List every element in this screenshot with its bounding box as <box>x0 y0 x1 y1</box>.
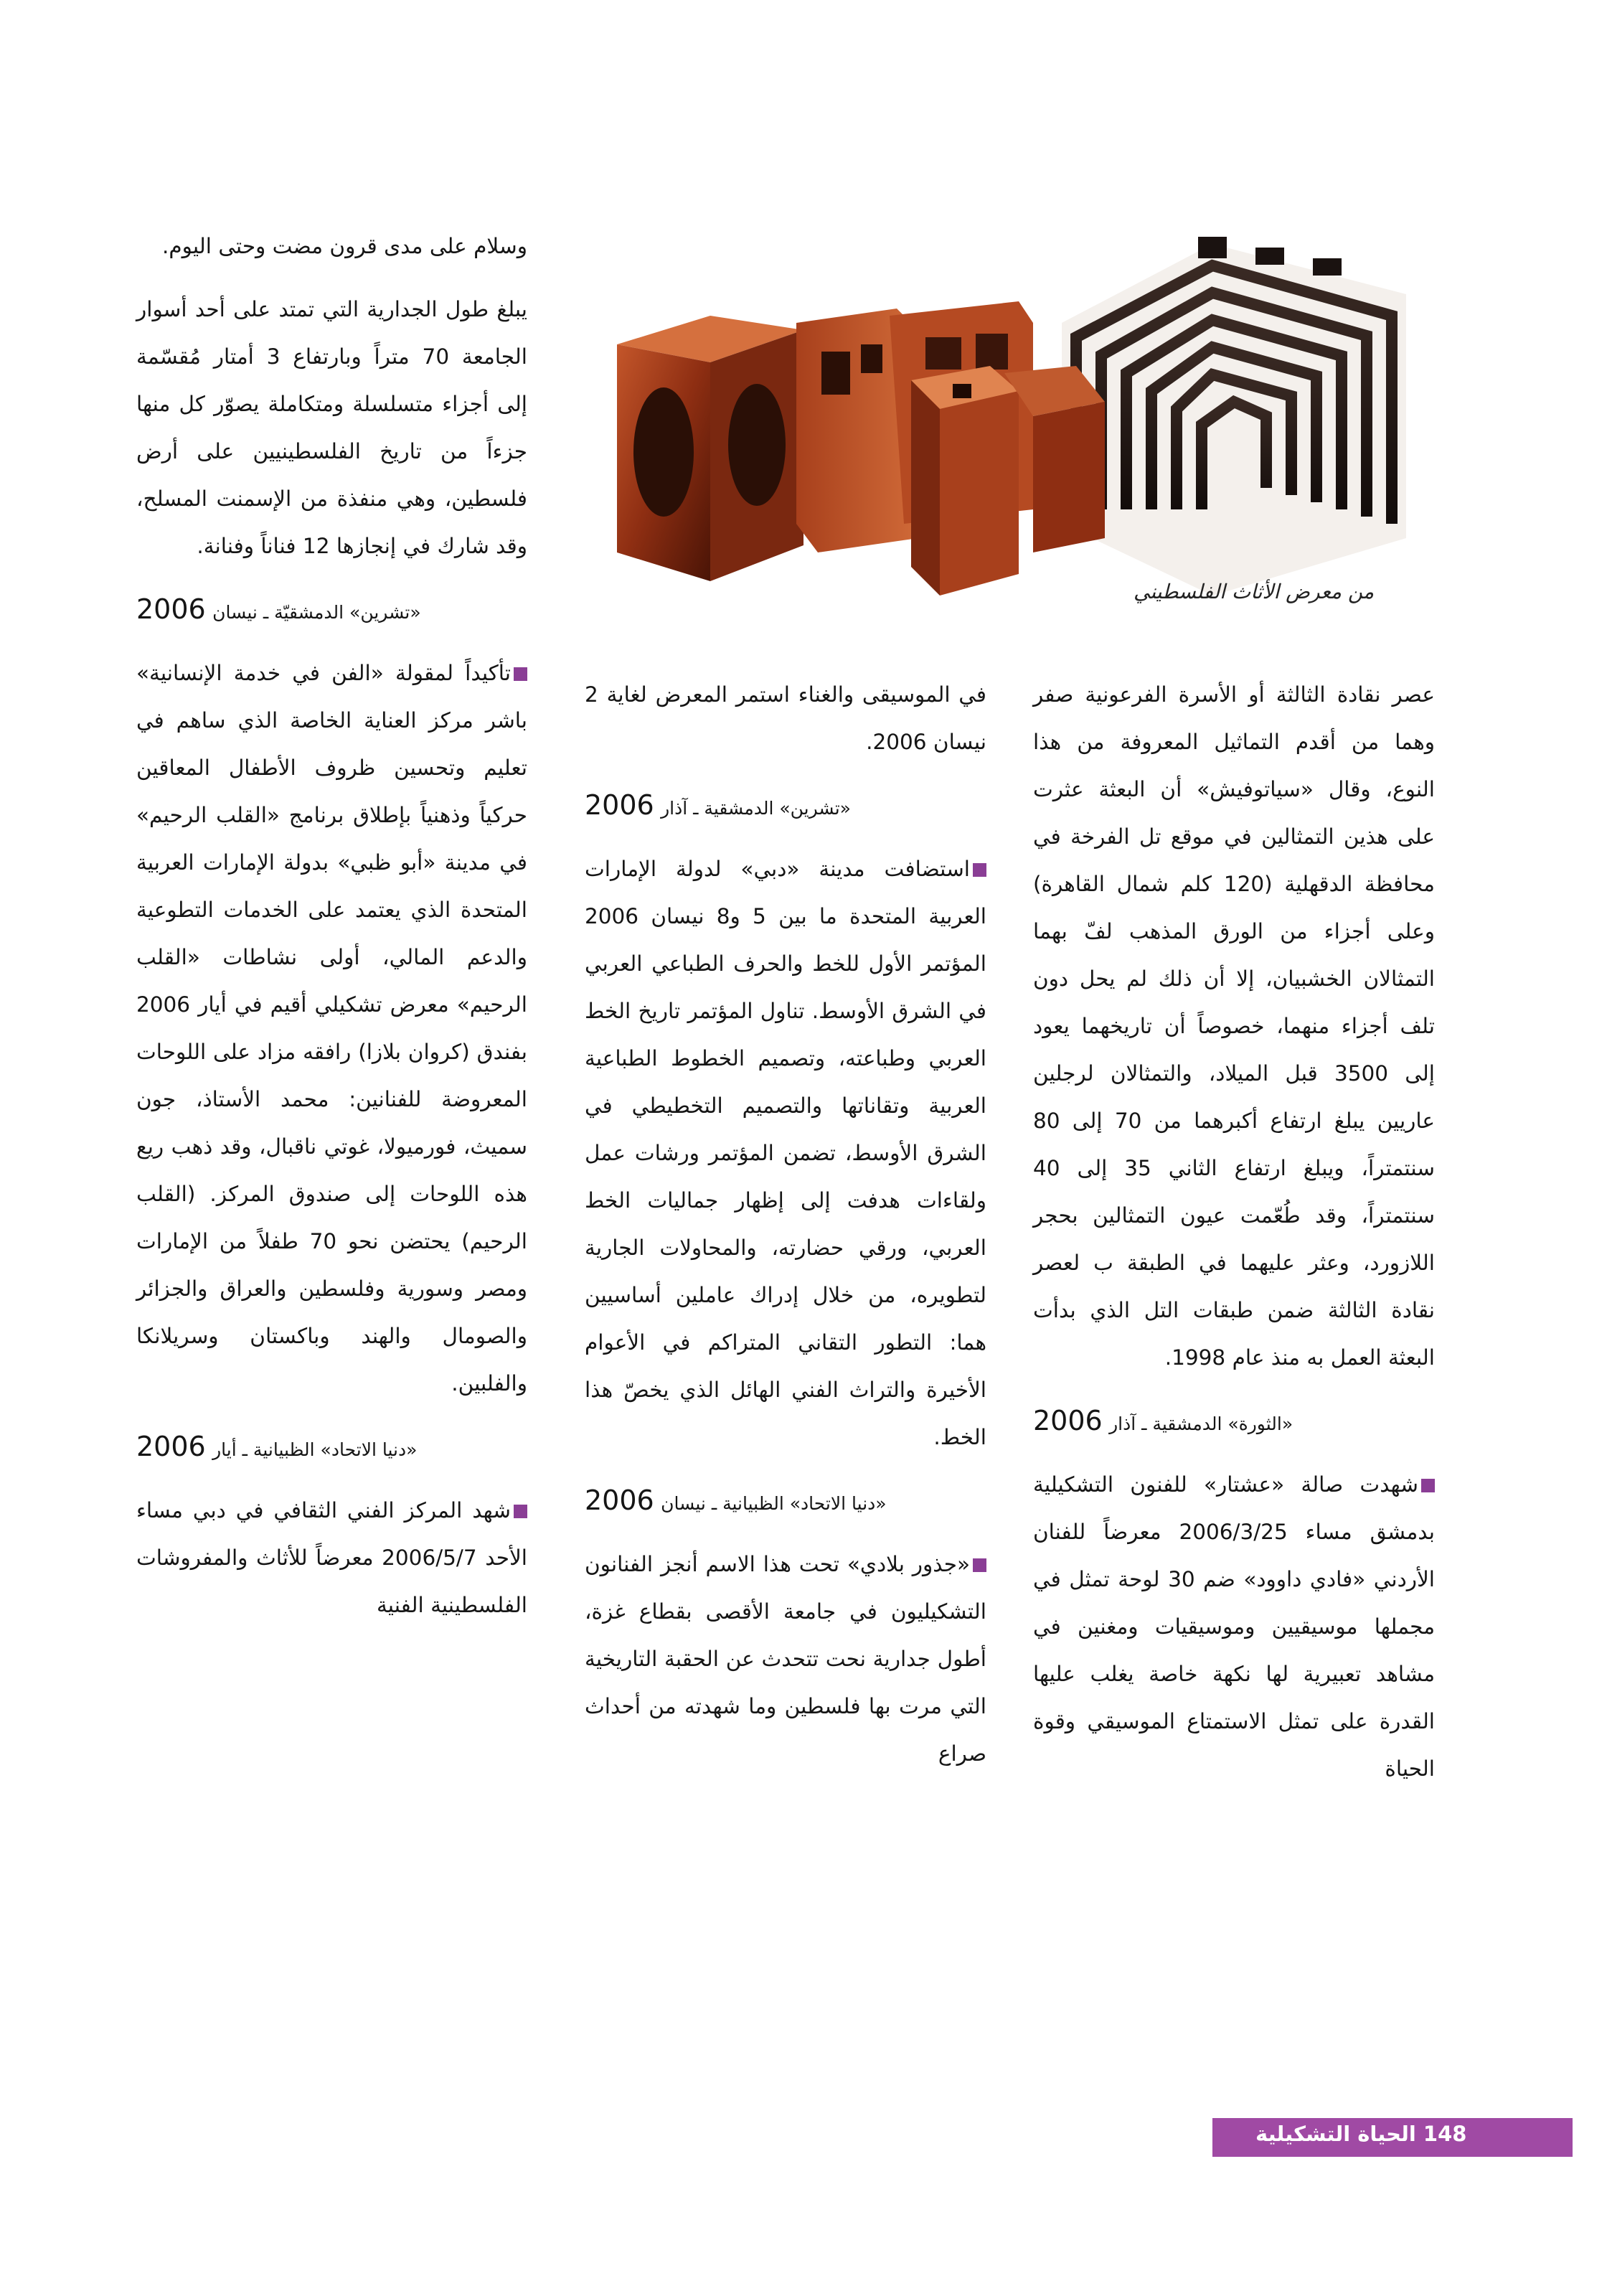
maze-sculpture <box>1062 237 1406 596</box>
source-year: 2006 <box>1033 1405 1103 1436</box>
source-year: 2006 <box>585 1485 654 1516</box>
left-column <box>136 222 527 1645</box>
source-citation <box>136 1423 527 1474</box>
bullet-square-icon <box>1421 1479 1435 1492</box>
carved-wood-blocks <box>796 301 1105 596</box>
source-year: 2006 <box>585 789 654 821</box>
page-number-label: 148 الحياة التشكيلية <box>1255 2122 1467 2146</box>
paragraph: في الموسيقى والغناء استمر المعرض لغاية 2 نيسان 2006. <box>585 682 986 754</box>
bullet-square-icon <box>973 1558 986 1572</box>
news-item <box>136 649 527 1407</box>
paragraph: يبلغ طول الجدارية التي تمتد على أحد أسوار الجامعة 70 متراً وبارتفاع 3 أمتار مُقسّمة إلى أجزاء متسلسلة ومتكاملة يصوّر كل منها جزءاً من تاريخ الفلسطينيين على أرض فلسطين، وهي منفذة من الإسمنت المسلح، وقد شارك في إنجازها 12 فناناً وفنانة. <box>136 297 527 558</box>
paragraph: تأكيداً لمقولة «الفن في خدمة الإنسانية» باشر مركز العناية الخاصة الذي ساهم في تعليم وتحسين ظروف الأطفال المعاقين حركياً وذهنياً بإطلاق برنامج «القلب الرحيم» في مدينة «أبو ظبي» بدولة الإمارات العربية المتحدة الذي يعتمد على الخدمات التطوعية والدعم المالي، أولى نشاطات «القلب الرحيم» معرض تشكيلي أقيم في أيار 2006 بفندق (كروان بلازا) رافقه مزاد على اللوحات المعروضة للفنانين: محمد الأستاذ، جون سميث، فورميولا، غوتي ناقبال، وقد ذهب ريع هذه اللوحات إلى صندوق المركز. (القلب الرحيم) يحتضن نحو 70 طفلاً من الإمارات ومصر وسورية وفلسطين والعراق والجزائر والصومال والهند وباكستان وسريلانكا والفلبين. <box>136 661 527 1396</box>
furniture-exhibition-photo <box>617 237 1431 603</box>
source-name: «تشرين» الدمشقيّة ـ نيسان <box>212 602 421 623</box>
source-name: «دنيا الاتحاد» الظبيانية ـ نيسان <box>661 1493 887 1514</box>
source-name: «تشرين» الدمشقية ـ آذار <box>661 798 851 819</box>
right-column <box>1033 671 1435 1808</box>
wooden-table <box>617 316 804 581</box>
source-name: «دنيا الاتحاد» الظبيانية ـ أيار <box>212 1439 418 1460</box>
source-citation <box>136 585 527 636</box>
bullet-square-icon <box>514 667 527 681</box>
source-name: «الثورة» الدمشقية ـ آذار <box>1109 1413 1293 1434</box>
photo-caption: من معرض الأثاث الفلسطيني <box>1134 580 1375 603</box>
bullet-square-icon <box>973 863 986 877</box>
news-item <box>136 1487 527 1629</box>
paragraph: شهدت صالة «عشتار» للفنون التشكيلية بدمشق مساء 2006/3/25 معرضاً للفنان الأردني «فادي داوود» ضم 30 لوحة تمثل في مجملها موسيقيين وموسيقيات ومغنين في مشاهد تعبيرية لها نكهة خاصة يغلب عليها القدرة على تمثل الاستمتاع الموسيقي وقوة الحياة <box>1033 1472 1435 1781</box>
paragraph: استضافت مدينة «دبي» لدولة الإمارات العربية المتحدة ما بين 5 و8 نيسان 2006 المؤتمر الأول للخط والحرف الطباعي العربي في الشرق الأوسط. تناول المؤتمر تاريخ الخط العربي وطباعته، وتصميم الخطوط الطباعية العربية وتقاناتها والتصميم التخطيطي في الشرق الأوسط، تضمن المؤتمر ورشات عمل ولقاءات هدفت إلى إظهار جماليات الخط العربي، ورقي حضارته، والمحاولات الجارية لتطويره، من خلال إدراك عاملين أساسيين هما: التطور التقاني المتراكم في الأعوام الأخيرة والتراث الفني الهائل الذي يخصّ هذا الخط. <box>585 857 987 1449</box>
source-citation <box>585 781 986 832</box>
source-citation <box>1033 1397 1435 1448</box>
middle-column <box>585 671 986 1793</box>
source-citation <box>585 1477 986 1528</box>
paragraph: «جذور بلادي» تحت هذا الاسم أنجز الفنانون التشكيليون في جامعة الأقصى بقطاع غزة، أطول جدارية نحت تتحدث عن الحقبة التاريخية التي مرت بها فلسطين وما شهدته من أحداث صراع <box>585 1552 986 1766</box>
paragraph: شهد المركز الفني الثقافي في دبي مساء الأحد 2006/5/7 معرضاً للأثاث والمفروشات الفلسطينية الفنية <box>136 1498 527 1617</box>
source-year: 2006 <box>136 593 206 625</box>
paragraph: وسلام على مدى قرون مضت وحتى اليوم. <box>161 234 527 258</box>
news-item <box>585 845 986 1461</box>
news-item <box>585 1540 986 1777</box>
bullet-square-icon <box>514 1505 527 1518</box>
paragraph: عصر نقادة الثالثة أو الأسرة الفرعونية صفر وهما من أقدم التماثيل المعروفة من هذا النوع، وقال «سياتوفيش» أن البعثة عثرت على هذين التمثالين في موقع تل الفرخة في محافظة الدقهلية (120 كلم شمال القاهرة) وعلى أجزاء من الورق المذهب لفّ بهما التمثالان الخشبيان، إلا أن ذلك لم يحل دون تلف أجزاء منهما، خصوصاً أن تاريخهما يعود إلى 3500 قبل الميلاد، والتمثالان لرجلين عاريين يبلغ ارتفاع أكبرهما من 70 إلى 80 سنتمتراً، ويبلغ ارتفاع الثاني 35 إلى 40 سنتمتراً، وقد طُعّمت عيون التمثالين بحجر اللازورد، وعثر عليهما في الطبقة ب لعصر نقادة الثالثة ضمن طبقات التل الذي بدأت البعثة العمل به منذ عام 1998. <box>1033 682 1436 1370</box>
source-year: 2006 <box>136 1431 206 1462</box>
news-item <box>1033 1461 1435 1792</box>
